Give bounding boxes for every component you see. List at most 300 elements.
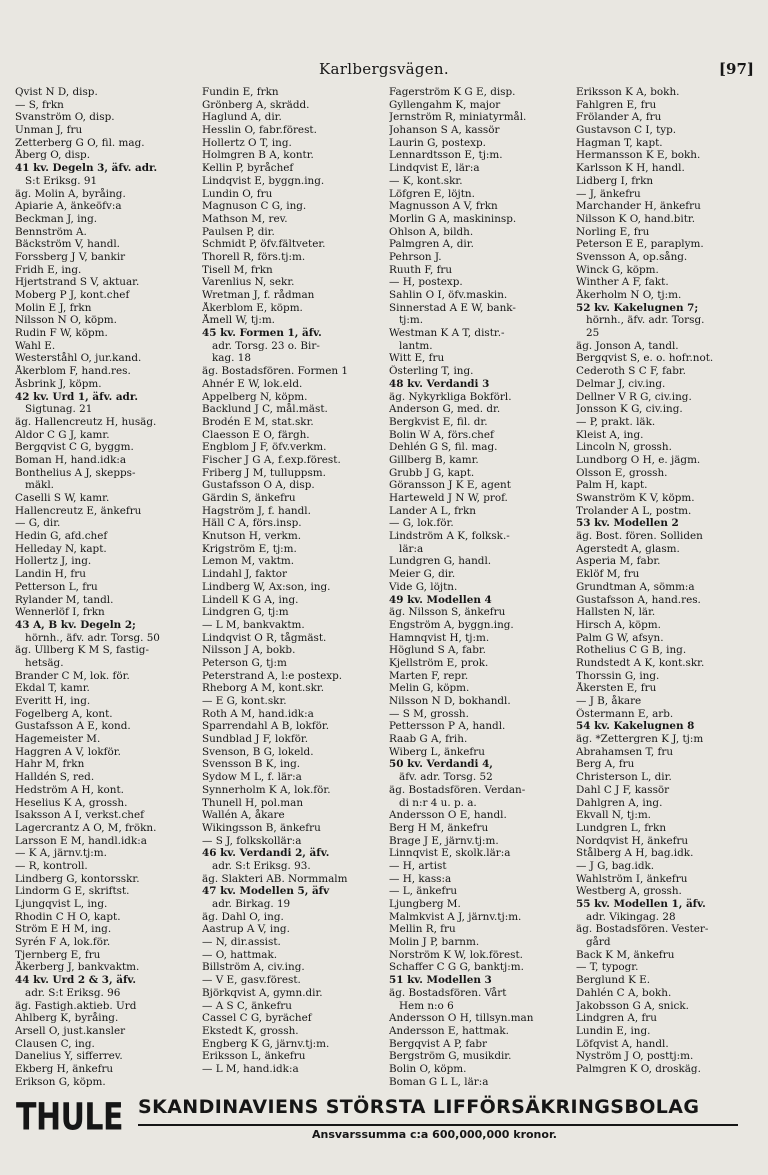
directory-entry: Aastrup A V, ing. [202, 923, 290, 936]
directory-entry: Gustafsson A, hand.res. [576, 593, 701, 606]
directory-entry: Ruuth F, fru [389, 263, 453, 276]
directory-entry: Lincoln N, grossh. [576, 441, 672, 454]
directory-entry: hörnh., äfv. adr. Torsg. [586, 314, 705, 327]
directory-entry: Unman J, fru [15, 124, 83, 137]
directory-entry: Cederoth S C F, fabr. [576, 365, 686, 378]
page-header [0, 60, 768, 82]
property-heading: 47 kv. Modellen 5, äfv [202, 885, 330, 898]
directory-entry: adr. Birkag. 19 [212, 898, 291, 910]
directory-entry: Dahl C J F, kassör [576, 783, 670, 796]
directory-entry: — S M, grossh. [389, 707, 469, 720]
directory-entry: Wretman J, f. rådman [202, 289, 315, 301]
directory-entry: äg. Bostadsfören. Verdan- [389, 783, 526, 796]
directory-entry: Nyström J O, posttj:m. [576, 1050, 694, 1063]
directory-entry: Lundin E, ing. [576, 1024, 651, 1037]
directory-entry: Lindgren G, tj:m [202, 606, 289, 619]
directory-entry: Brodén E M, stat.skr. [202, 415, 314, 428]
directory-entry: Bennström A. [15, 225, 87, 238]
directory-entry: Peterstrand A, l:e postexp. [202, 669, 343, 682]
directory-entry: Hjertstrand S V, aktuar. [15, 276, 140, 289]
directory-entry: Malmkvist A J, järnv.tj:m. [389, 910, 522, 923]
directory-entry: — S, frkn [15, 98, 64, 111]
directory-entry: Pettersson P A, handl. [389, 720, 506, 733]
directory-entry: Thunell H, pol.man [202, 796, 304, 809]
directory-entry: Anderson G, med. dr. [389, 403, 501, 416]
directory-entry: Thorell R, förs.tj:m. [202, 250, 306, 263]
directory-entry: Forssberg J V, bankir [15, 250, 126, 263]
directory-entry: Haggren A V, lokför. [15, 745, 121, 758]
directory-entry: Rheborg A M, kont.skr. [202, 682, 325, 695]
directory-entry: Hedin G, afd.chef [15, 530, 108, 543]
directory-entry: Palm H, kapt. [576, 479, 648, 492]
directory-entry: Fahlgren E, fru [576, 98, 657, 111]
directory-entry: äg. *Zettergren K J, tj:m [576, 733, 704, 746]
directory-entry: Mellin R, fru [389, 923, 456, 936]
directory-entry: Nordqvist H, änkefru [576, 834, 689, 847]
directory-entry: Löfgren E, löjtn. [389, 187, 475, 200]
directory-entry: Krigström E, tj:m. [202, 542, 297, 555]
directory-entry: Larsson E M, handl.idk:a [15, 834, 147, 847]
directory-entry: Nilsson N O, köpm. [15, 314, 117, 327]
directory-entry: äg. Dahl O, ing. [202, 910, 284, 923]
directory-entry: — H, postexp. [389, 276, 463, 289]
directory-entry: — R, kontroll. [15, 859, 88, 872]
directory-entry: Dahlgren A, ing. [576, 796, 663, 809]
directory-entry: Laurin G, postexp. [389, 136, 486, 149]
directory-entry: Lennardtsson E, tj:m. [389, 149, 503, 162]
directory-entry: Sigtunag. 21 [25, 403, 93, 416]
directory-entry: adr. Torsg. 23 o. Bir- [212, 339, 320, 352]
directory-entry: äg. Fastigh.aktieb. Urd [15, 999, 137, 1012]
directory-entry: Åmell W, tj:m. [202, 314, 275, 327]
directory-entry: Höglund S A, fabr. [389, 644, 486, 657]
directory-entry: Berg H M, änkefru [389, 821, 489, 834]
directory-entry: — G, lok.för. [389, 517, 454, 530]
directory-entry: di n:r 4 u. p. a. [399, 796, 477, 809]
directory-entry: Moberg P J, kont.chef [15, 289, 130, 301]
property-heading: 44 kv. Urd 2 & 3, äfv. [15, 974, 137, 987]
directory-entry: tj:m. [399, 314, 424, 327]
directory-entry: Gustafsson A E, kond. [15, 720, 131, 733]
directory-entry: Hollertz J, ing. [15, 555, 92, 568]
directory-entry: Åkerblom E, köpm. [202, 301, 303, 314]
property-heading: 41 kv. Degeln 3, äfv. adr. [15, 162, 158, 175]
directory-entry: Jernström R, miniatyrmål. [389, 111, 527, 124]
directory-entry: Roth A M, hand.idk:a [202, 707, 314, 720]
directory-entry: Mathson M, rev. [202, 212, 288, 225]
directory-entry: Nilsson K O, hand.bitr. [576, 212, 696, 225]
directory-entry: adr. S:t Eriksg. 93. [212, 859, 311, 872]
directory-entry: äfv. adr. Torsg. 52 [399, 771, 493, 784]
directory-entry: Landin H, fru [15, 568, 86, 581]
directory-entry: Hirsch A, köpm. [576, 618, 661, 631]
property-heading: 51 kv. Modellen 3 [389, 974, 492, 987]
directory-entry: Hem n:o 6 [399, 999, 454, 1012]
directory-entry: Bolin O, köpm. [389, 1062, 467, 1075]
directory-entry: Lindgren A, fru [576, 1012, 657, 1025]
property-heading: 52 kv. Kakelugnen 7; [576, 301, 699, 314]
directory-entry: Melin G, köpm. [389, 682, 470, 695]
directory-entry: Tisell M, frkn [202, 263, 273, 276]
directory-entry: Hollertz O T, ing. [202, 136, 292, 149]
column-1 [15, 86, 197, 1088]
property-heading: 46 kv. Verdandi 2, äfv. [202, 847, 330, 860]
directory-entry: äg. Nykyrkliga Bokförl. [389, 390, 512, 403]
directory-entry: Olsson E, grossh. [576, 466, 668, 479]
directory-entry: Fagerström K G E, disp. [389, 86, 516, 98]
directory-entry: 25 [586, 327, 600, 340]
directory-entry: Linnqvist E, skolk.lär:a [389, 847, 511, 860]
directory-entry: Ljungberg M. [389, 898, 461, 910]
directory-entry: Appelberg N, köpm. [202, 390, 308, 403]
directory-entry: Häll C A, förs.insp. [202, 517, 302, 530]
directory-entry: Sundblad J F, lokför. [202, 733, 309, 746]
directory-entry: — J, änkefru [576, 187, 641, 200]
directory-entry: Sinnerstad A E W, bank- [389, 301, 516, 314]
directory-entry: Cassel C G, byrächef [202, 1012, 312, 1025]
directory-entry: Rundstedt A K, kont.skr. [576, 656, 705, 669]
directory-entry: Nilsson N D, bokhandl. [389, 695, 511, 707]
directory-entry: Eriksson L, änkefru [202, 1050, 306, 1063]
directory-entry: — E G, kont.skr. [202, 695, 287, 707]
directory-entry: Svensson A, op.sång. [576, 250, 688, 263]
directory-entry: — L, änkefru [389, 885, 458, 898]
directory-entry: Kleist A, ing. [576, 428, 644, 441]
directory-entry: hetsäg. [25, 656, 64, 669]
property-heading: 45 kv. Formen 1, äfv. [202, 327, 322, 340]
directory-entry: Dellner V R G, civ.ing. [576, 390, 692, 403]
directory-entry: mäkl. [25, 479, 54, 492]
directory-entry: Gillberg B, kamr. [389, 453, 479, 466]
directory-entry: Andersson O E, handl. [389, 809, 507, 822]
directory-entry: Brander C M, lok. för. [15, 669, 130, 682]
property-heading: 49 kv. Modellen 4 [389, 593, 492, 606]
directory-entry: lantm. [399, 339, 433, 352]
directory-entry: Lidberg I, frkn [576, 174, 654, 187]
directory-entry: Fundin E, frkn [202, 86, 279, 98]
directory-entry: Svensson B K, ing. [202, 758, 301, 771]
directory-entry: Asperia M, fabr. [576, 555, 661, 568]
directory-entry: lär:a [399, 542, 424, 555]
directory-entry: — A S C, änkefru [202, 999, 292, 1012]
directory-entry: Harteweld J N W, prof. [389, 492, 508, 504]
directory-entry: Grubb J G, kapt. [389, 466, 475, 479]
directory-entry: Westerståhl O, jur.kand. [15, 352, 142, 365]
directory-entry: Ekberg H, änkefru [15, 1062, 114, 1075]
directory-entry: — H, kass:a [389, 872, 452, 885]
directory-entry: Bergqvist A P, fabr [389, 1037, 488, 1050]
directory-entry: Andersson O H, tillsyn.man [389, 1012, 534, 1025]
property-heading: 42 kv. Urd 1, äfv. adr. [15, 390, 138, 403]
directory-entry: — J G, bag.idk. [576, 859, 655, 872]
directory-entry: Hahr M, frkn [15, 758, 85, 771]
ad-divider [138, 1124, 738, 1126]
directory-entry: Bäckström V, handl. [15, 238, 120, 251]
directory-entry: Åkerblom F, hand.res. [15, 365, 131, 378]
directory-entry: Brage J E, järnv.tj:m. [389, 834, 499, 847]
directory-entry: Bergkvist E, fil. dr. [389, 415, 488, 428]
directory-entry: — K, kont.skr. [389, 174, 463, 187]
directory-entry: Hagström J, f. handl. [202, 504, 311, 517]
property-heading: 54 kv. Kakelugnen 8 [576, 720, 695, 733]
directory-entry: Kellin P, byråchef [202, 162, 294, 175]
directory-entry: adr. S:t Eriksg. 96 [25, 986, 121, 999]
directory-entry: Rudin F W, köpm. [15, 327, 108, 340]
directory-entry: Magnuson C G, ing. [202, 200, 307, 213]
directory-entry: — N, dir.assist. [202, 936, 281, 949]
directory-entry: — T, typogr. [576, 961, 639, 974]
ad-tagline: SKANDINAVIENS STÖRSTA LIFFÖRSÄKRINGSBOLAG [138, 1096, 700, 1118]
directory-entry: Danelius Y, sifferrev. [15, 1050, 123, 1063]
directory-entry: Hallencreutz E, änkefru [15, 504, 142, 517]
directory-entry: — O, hattmak. [202, 948, 278, 961]
directory-entry: Hagman T, kapt. [576, 136, 663, 149]
directory-entry: adr. Vikingag. 28 [586, 910, 676, 923]
directory-entry: Billström A, civ.ing. [202, 961, 305, 974]
directory-entry: Winck G, köpm. [576, 263, 659, 276]
directory-entry: Bergqvist S, e. o. hofr.not. [576, 352, 714, 365]
directory-entry: Gustavson C I, typ. [576, 124, 677, 137]
directory-entry: Swanström K V, köpm. [576, 492, 695, 504]
directory-entry: Molin E J, frkn [15, 301, 92, 314]
advertisement-footer [12, 1090, 756, 1160]
directory-entry: Hedström A H, kont. [15, 783, 124, 796]
directory-entry: S:t Eriksg. 91 [25, 174, 98, 187]
property-heading: 55 kv. Modellen 1, äfv. [576, 898, 706, 910]
directory-entry: Dahlén C A, bokh. [576, 986, 672, 999]
directory-entry: Molin J P, barnm. [389, 936, 480, 949]
directory-entry: Ahnér E W, lok.eld. [202, 377, 303, 390]
directory-entry: Åkerholm N O, tj:m. [576, 289, 682, 301]
directory-entry: Sahlin O I, öfv.maskin. [389, 289, 508, 301]
directory-entry: Wahl E. [15, 339, 56, 352]
directory-entry: Petterson L, fru [15, 580, 98, 593]
directory-entry: Holmgren B A, kontr. [202, 149, 314, 162]
property-heading: 50 kv. Verdandi 4, [389, 758, 493, 771]
directory-entry: Vide G, löjtn. [389, 580, 458, 593]
directory-entry: Björkqvist A, gymn.dir. [202, 986, 323, 999]
directory-entry: äg. Bostadsfören. Formen 1 [202, 365, 349, 378]
directory-entry: Lundborg O H, e. jägm. [576, 453, 701, 466]
directory-entry: Löfqvist A, handl. [576, 1037, 669, 1050]
directory-entry: Christerson L, dir. [576, 771, 672, 784]
directory-entry: Rothelius C G B, ing. [576, 644, 687, 657]
directory-entry: Kjellström E, prok. [389, 656, 489, 669]
directory-entry: Gustafsson O A, disp. [202, 479, 315, 492]
directory-entry: Eklöf M, fru [576, 568, 640, 581]
directory-entry: Svenson, B G, lokeld. [202, 745, 314, 758]
directory-entry: Fischer J G A, f.exp.förest. [202, 453, 341, 466]
directory-entry: Raab G A, frih. [389, 733, 468, 746]
directory-entry: Palmgren K O, droskäg. [576, 1062, 701, 1075]
directory-entry: Heselius K A, grossh. [15, 796, 128, 809]
directory-entry: Lindahl J, faktor [202, 568, 287, 581]
directory-entry: Åkerberg J, bankvaktm. [15, 961, 140, 974]
directory-entry: Ekdal T, kamr. [15, 682, 90, 695]
directory-entry: Agerstedt A, glasm. [576, 542, 680, 555]
directory-entry: äg. Jonson A, tandl. [576, 339, 679, 352]
directory-entry: Lander A L, frkn [389, 504, 476, 517]
directory-entry: Haglund A, dir. [202, 111, 282, 124]
directory-entry: Abrahamsen T, fru [576, 745, 674, 758]
directory-entry: Åberg O, disp. [15, 149, 91, 162]
directory-entry: äg. Nilsson S, änkefru [389, 606, 506, 619]
directory-entry: Jakobsson G A, snick. [576, 999, 689, 1012]
directory-entry: Rylander M, tandl. [15, 593, 114, 606]
directory-entry: — K A, järnv.tj:m. [15, 847, 107, 860]
directory-entry: Åkersten E, fru [576, 682, 657, 695]
directory-entry: Qvist N D, disp. [15, 86, 98, 98]
directory-entry: äg. Slakteri AB. Normmalm [202, 872, 348, 885]
directory-entry: Westman K A T, distr.- [389, 327, 505, 340]
directory-entry: Grundtman A, sömm:a [576, 580, 695, 593]
directory-entry: Syrén F A, lok.för. [15, 936, 111, 949]
directory-entry: Norström K W, lok.förest. [389, 948, 523, 961]
column-3 [389, 86, 571, 1088]
directory-entry: hörnh., äfv. adr. Torsg. 50 [25, 631, 160, 644]
directory-entry: äg. Bostadsfören. Vester- [576, 923, 709, 936]
thule-logo: THULE [16, 1095, 124, 1140]
directory-entry: Lundgren G, handl. [389, 555, 492, 568]
directory-entry: Morlin G A, maskininsp. [389, 212, 517, 225]
directory-entry: Arsell O, just.kansler [15, 1024, 126, 1037]
directory-entry: Hamnqvist H, tj:m. [389, 631, 490, 644]
directory-entry: Trolander A L, postm. [576, 504, 692, 517]
directory-entry: Clausen C, ing. [15, 1037, 95, 1050]
directory-entry: Schmidt P, öfv.fältveter. [202, 238, 326, 251]
property-heading: 53 kv. Modellen 2 [576, 517, 679, 530]
directory-entry: Andersson E, hattmak. [389, 1024, 509, 1037]
directory-entry: Meier G, dir. [389, 568, 456, 581]
directory-entry: Hermansson K E, bokh. [576, 149, 701, 162]
directory-entry: Svanström O, disp. [15, 111, 115, 124]
directory-entry: gård [586, 936, 611, 949]
directory-entry: — S J, folkskollär:a [202, 834, 302, 847]
directory-entry: Wahlström I, änkefru [576, 872, 688, 885]
directory-entry: Lindqvist E, lär:a [389, 162, 480, 175]
directory-entry: Pehrson J. [389, 250, 442, 263]
directory-entry: Dehlén G S, fil. mag. [389, 441, 498, 454]
directory-entry: äg. Hallencreutz H, husäg. [15, 415, 157, 428]
directory-entry: äg. Molin A, byråing. [15, 187, 126, 200]
directory-entry: Ahlberg K, byråing. [15, 1012, 119, 1025]
directory-entry: Hesslin O, fabr.förest. [202, 124, 317, 137]
directory-entry: Lemon M, vaktm. [202, 555, 295, 568]
directory-entry: Bolin W A, förs.chef [389, 428, 494, 441]
directory-entry: Marten F, repr. [389, 669, 469, 682]
directory-entry: Ekvall N, tj:m. [576, 809, 651, 822]
directory-entry: Delmar J, civ.ing. [576, 377, 666, 390]
directory-entry: Gyllengahm K, major [389, 98, 501, 111]
directory-entry: Claesson E O, färgh. [202, 428, 310, 441]
directory-entry: äg. Bost. fören. Solliden [576, 530, 703, 543]
directory-entry: Palmgren A, dir. [389, 238, 474, 251]
directory-entry: Back K M, änkefru [576, 948, 675, 961]
directory-entry: — L M, bankvaktm. [202, 618, 305, 631]
directory-entry: — P, prakt. läk. [576, 415, 656, 428]
directory-entry: Bonthelius A J, skepps- [15, 466, 136, 479]
directory-entry: Marchander H, änkefru [576, 200, 701, 213]
directory-entry: Östermann E, arb. [576, 707, 674, 720]
directory-entry: Wallén A, åkare [202, 809, 285, 822]
directory-entry: — H, artist [389, 859, 447, 872]
directory-entry: Beckman J, ing. [15, 212, 98, 225]
directory-entry: Schaffer C G G, banktj:m. [389, 961, 524, 974]
directory-entry: Thorssin G, ing. [576, 669, 660, 682]
directory-entry: Berg A, fru [576, 758, 635, 771]
directory-entry: Paulsen P, dir. [202, 225, 275, 238]
property-heading: 48 kv. Verdandi 3 [389, 377, 490, 390]
directory-entry: Åsbrink J, köpm. [15, 377, 102, 390]
directory-entry: Ljungqvist L, ing. [15, 898, 108, 910]
directory-entry: Engström A, byggn.ing. [389, 618, 514, 631]
directory-entry: Backlund J C, mål.mäst. [202, 403, 328, 416]
directory-entry: Göransson J K E, agent [389, 479, 511, 492]
directory-entry: Friberg J M, tulluppsm. [202, 466, 326, 479]
column-2 [202, 86, 384, 1076]
directory-entry: Lindell K G A, ing. [202, 593, 299, 606]
directory-entry: Boman G L L, lär:a [389, 1075, 489, 1088]
directory-entry: äg. Ullberg K M S, fastig- [15, 644, 149, 657]
directory-entry: Gärdin S, änkefru [202, 492, 296, 504]
directory-entry: Fridh E, ing. [15, 263, 82, 276]
directory-entry: Erikson G, köpm. [15, 1075, 106, 1088]
directory-entry: Palm G W, afsyn. [576, 631, 664, 644]
directory-entry: Grönberg A, skrädd. [202, 98, 310, 111]
directory-entry: — V E, gasv.förest. [202, 974, 301, 987]
directory-entry: Wennerlöf I, frkn [15, 606, 105, 619]
directory-entry: Engblom J F, öfv.verkm. [202, 441, 327, 454]
directory-entry: Apiarie A, änkeöfv:a [15, 200, 122, 213]
directory-entry: Ekstedt K, grossh. [202, 1024, 299, 1037]
directory-entry: Ohlson A, bildh. [389, 225, 474, 238]
directory-entry: Lagercrantz A O, M, frökn. [15, 821, 157, 834]
directory-entry: — L M, hand.idk:a [202, 1062, 299, 1075]
directory-entry: Hallsten N, lär. [576, 606, 656, 619]
directory-entry: Österling T, ing. [389, 365, 474, 378]
directory-entry: — G, dir. [15, 517, 61, 530]
directory-entry: Zetterberg G O, fil. mag. [15, 136, 145, 149]
directory-entry: Synnerholm K A, lok.för. [202, 783, 331, 796]
directory-entry: Lundin O, fru [202, 187, 273, 200]
property-heading: 43 A, B kv. Degeln 2; [15, 618, 136, 631]
directory-entry: — J B, åkare [576, 695, 642, 707]
directory-entry: Peterson G, tj:m [202, 656, 287, 669]
directory-entry: Magnusson A V, frkn [389, 200, 498, 213]
directory-entry: Lindberg G, kontorsskr. [15, 872, 140, 885]
directory-entry: Aldor C G J, kamr. [15, 428, 110, 441]
directory-entry: Nilsson J A, bokb. [202, 644, 296, 657]
directory-entry: Norling E, fru [576, 225, 650, 238]
directory-entry: kag. 18 [212, 352, 251, 365]
directory-entry: Fogelberg A, kont. [15, 707, 113, 720]
directory-entry: Lindqvist E, byggn.ing. [202, 174, 325, 187]
directory-entry: Peterson E E, paraplym. [576, 238, 704, 251]
directory-entry: Eriksson K A, bokh. [576, 86, 680, 98]
directory-entry: Lindberg W, Ax:son, ing. [202, 580, 331, 593]
directory-entry: Tjernberg E, fru [15, 948, 101, 961]
directory-entry: Lundgren L, frkn [576, 821, 667, 834]
directory-entry: Halldén S, red. [15, 771, 95, 784]
directory-entry: Bergström G, musikdir. [389, 1050, 512, 1063]
directory-entry: Winther A F, fakt. [576, 276, 669, 289]
directory-entry: Lindström A K, folksk.- [389, 530, 510, 543]
directory-entry: Berglund K E. [576, 974, 651, 987]
street-title: Karlbergsvägen. [319, 60, 449, 78]
directory-entry: Sydow M L, f. lär:a [202, 771, 302, 784]
directory-entry: Helleday N, kapt. [15, 542, 107, 555]
directory-entry: äg. Bostadsfören. Vårt [389, 986, 507, 999]
